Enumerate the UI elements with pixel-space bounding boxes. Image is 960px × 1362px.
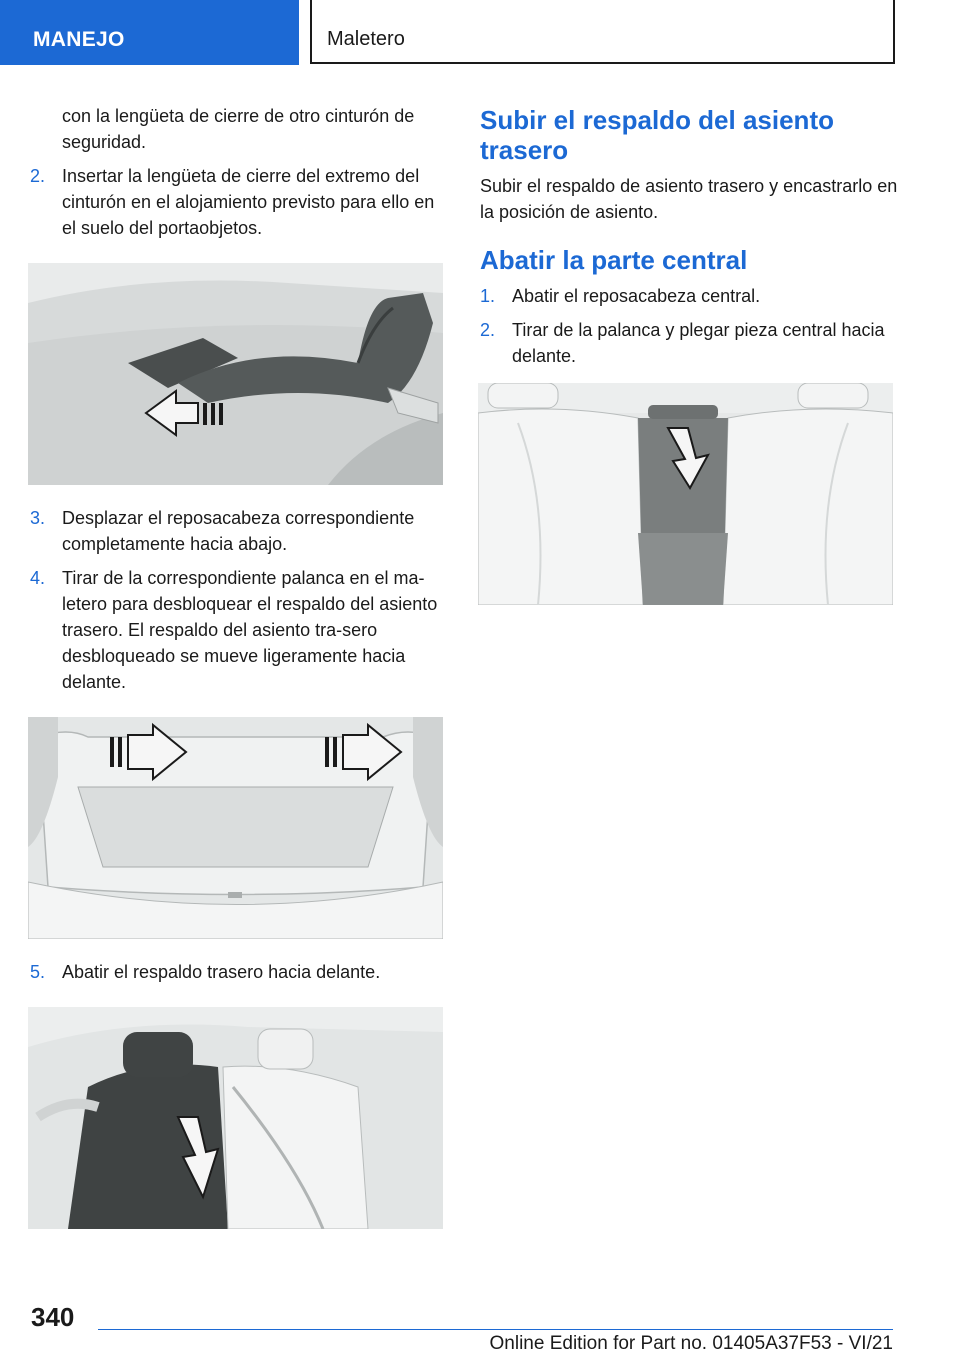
section-heading-raise-backrest: Subir el respaldo del asiento trasero	[480, 105, 834, 165]
page-number: 340	[31, 1302, 75, 1332]
step-item	[480, 283, 900, 309]
step-number: 2.	[480, 320, 496, 340]
step-text: Tirar de la correspondiente palanca en el ma‐letero para desbloquear el respaldo del asiento trasero. El respaldo del asiento tra‐sero desbloqueado se mueve ligeramente hacia delante.	[62, 568, 438, 692]
step-text: Insertar la lengüeta de cierre del extremo del cinturón en el alojamiento previsto para ello en el suelo del portaobjetos.	[62, 166, 435, 238]
step-text: Abatir el respaldo trasero hacia delante.	[62, 962, 381, 982]
step-number: 3.	[30, 508, 46, 528]
section-heading-fold-center: Abatir la parte central	[480, 245, 748, 275]
figure-center-section	[478, 383, 893, 605]
step-number: 4.	[30, 568, 46, 588]
backrest-illustration	[28, 1007, 443, 1229]
step-item	[30, 163, 445, 241]
step-item	[30, 565, 445, 695]
right-column	[480, 105, 900, 625]
step-text: Abatir el reposacabeza central.	[512, 286, 761, 306]
step-number: 1.	[480, 286, 496, 306]
left-column	[30, 103, 445, 1249]
figure-belt-tongue	[28, 263, 443, 485]
paragraph-raise-backrest: Subir el respaldo de asiento trasero y encastrarlo en la posición de asiento.	[480, 176, 898, 222]
step-text: Desplazar el reposacabeza correspondiente completamente hacia abajo.	[62, 508, 415, 554]
center-seat-illustration	[478, 383, 893, 605]
step-number: 5.	[30, 962, 46, 982]
figure-trunk-levers	[28, 717, 443, 939]
step-item	[480, 317, 900, 369]
header-chapter-title: Maletero	[310, 0, 895, 64]
header-section-tab: MANEJO	[0, 0, 299, 65]
step-number: 2.	[30, 166, 46, 186]
continued-paragraph: con la lengüeta de cierre de otro cinturón de seguridad.	[62, 106, 415, 152]
figure-fold-backrest	[28, 1007, 443, 1229]
footer-divider	[98, 1329, 893, 1330]
belt-illustration	[28, 263, 443, 485]
trunk-illustration	[28, 717, 443, 939]
step-text: Tirar de la palanca y plegar pieza central hacia delante.	[512, 320, 885, 366]
edition-footer: Online Edition for Part no. 01405A37F53 - VI/21	[489, 1333, 893, 1354]
step-item	[30, 959, 445, 985]
step-item	[30, 505, 445, 557]
